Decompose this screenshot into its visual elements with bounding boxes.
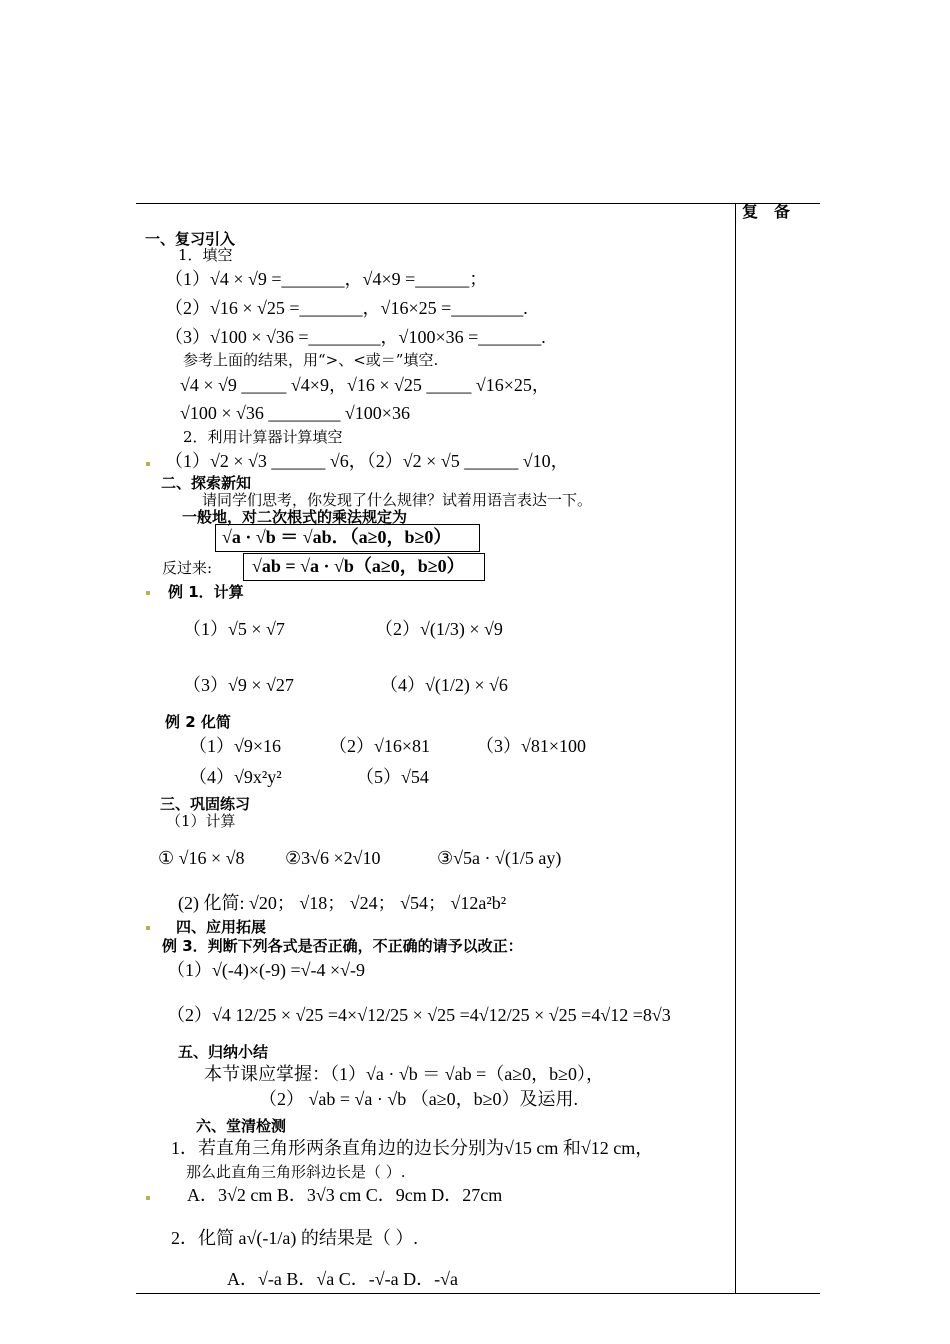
margin-marker xyxy=(146,591,150,595)
column-divider xyxy=(735,203,736,1293)
section-3-title: 三、巩固练习 xyxy=(160,795,251,813)
summary-1: 本节课应掌握：（1）√a · √b ＝ √ab =（a≥0，b≥0）， xyxy=(204,1064,605,1084)
q1-label: 1．填空 xyxy=(178,246,233,264)
test-q1-options: A．3√2 cm B．3√3 cm C．9cm D．27cm xyxy=(187,1185,503,1205)
side-label: 复 备 xyxy=(742,202,791,221)
practice-1-label: （1）计算 xyxy=(166,812,236,830)
example-1-item-1: （1）√5 × √7 xyxy=(183,619,285,639)
example-2-title: 例 2 化简 xyxy=(165,713,231,731)
example-2-item-5: （5）√54 xyxy=(356,767,429,787)
practice-1-a: ① √16 × √8 xyxy=(158,848,245,868)
top-rule xyxy=(136,203,820,204)
example-1-item-2: （2）√(1/3) × √9 xyxy=(375,619,503,639)
margin-marker xyxy=(146,462,150,466)
example-3-title: 例 3．判断下列各式是否正确，不正确的请予以改正： xyxy=(162,937,523,955)
test-q1-line-1: 1．若直角三角形两条直角边的边长分别为√15 cm 和√12 cm， xyxy=(171,1138,654,1158)
s1-compare-3: （1）√2 × √3 ______ √6，（2）√2 × √5 ______ √10， xyxy=(165,451,569,471)
summary-2: （2） √ab = √a · √b （a≥0，b≥0）及运用. xyxy=(259,1089,579,1109)
practice-1-c: ③√5a · √(1/5 ay) xyxy=(437,848,562,868)
s2-think: 请同学们思考，你发现了什么规律？试着用语言表达一下。 xyxy=(202,491,593,509)
bottom-rule xyxy=(136,1293,820,1294)
section-5-title: 五、归纳小结 xyxy=(178,1043,269,1061)
test-q1-line-2: 那么此直角三角形斜边长是（ ）. xyxy=(186,1163,406,1181)
reverse-label: 反过来: xyxy=(162,559,213,577)
example-1-title: 例 1．计算 xyxy=(168,583,244,601)
s1-compare-2: √100 × √36 ________ √100×36 xyxy=(180,403,410,423)
example-3-line-2: （2）√4 12/25 × √25 =4×√12/25 × √25 =4√12/25 × √25 =4√12 =8√3 xyxy=(167,1005,671,1025)
formula-2: √ab = √a · √b（a≥0，b≥0） xyxy=(252,556,465,576)
s1-ref: 参考上面的结果，用“>、<或＝”填空. xyxy=(183,351,439,369)
example-2-item-4: （4）√9x²y² xyxy=(189,767,282,787)
margin-marker xyxy=(146,1196,150,1200)
q2-label: 2．利用计算器计算填空 xyxy=(183,428,343,446)
s1-row-2: （2）√16 × √25 =_______，√16×25 =________. xyxy=(165,298,528,318)
section-6-title: 六、堂清检测 xyxy=(196,1117,287,1135)
s1-compare-1: √4 × √9 _____ √4×9，√16 × √25 _____ √16×25， xyxy=(180,375,550,395)
test-q2: 2．化简 a√(-1/a) 的结果是（ ）. xyxy=(171,1228,418,1248)
test-q2-options: A．√-a B．√a C．-√-a D．-√a xyxy=(227,1269,458,1289)
example-1-item-4: （4）√(1/2) × √6 xyxy=(380,675,508,695)
example-2-item-3: （3）√81×100 xyxy=(476,736,587,756)
example-3-line-1: （1）√(-4)×(-9) =√-4 ×√-9 xyxy=(167,960,366,980)
example-2-item-2: （2）√16×81 xyxy=(329,736,431,756)
example-2-item-1: （1）√9×16 xyxy=(189,736,282,756)
practice-1-b: ②3√6 ×2√10 xyxy=(285,848,381,868)
s2-rule: 一般地，对二次根式的乘法规定为 xyxy=(182,508,408,526)
s1-row-1: （1）√4 × √9 =_______，√4×9 =______； xyxy=(165,269,488,289)
section-2-title: 二、探索新知 xyxy=(161,474,252,492)
section-1-title: 一、复习引入 xyxy=(145,230,236,248)
s1-row-3: （3）√100 × √36 =________，√100×36 =_______. xyxy=(165,327,546,347)
formula-1: √a · √b ＝ √ab．（a≥0，b≥0） xyxy=(222,527,452,547)
margin-marker xyxy=(146,926,150,930)
section-4-title: 四、应用拓展 xyxy=(176,918,267,936)
example-1-item-3: （3）√9 × √27 xyxy=(183,675,294,695)
practice-2: (2) 化简: √20； √18； √24； √54； √12a²b² xyxy=(178,893,507,913)
